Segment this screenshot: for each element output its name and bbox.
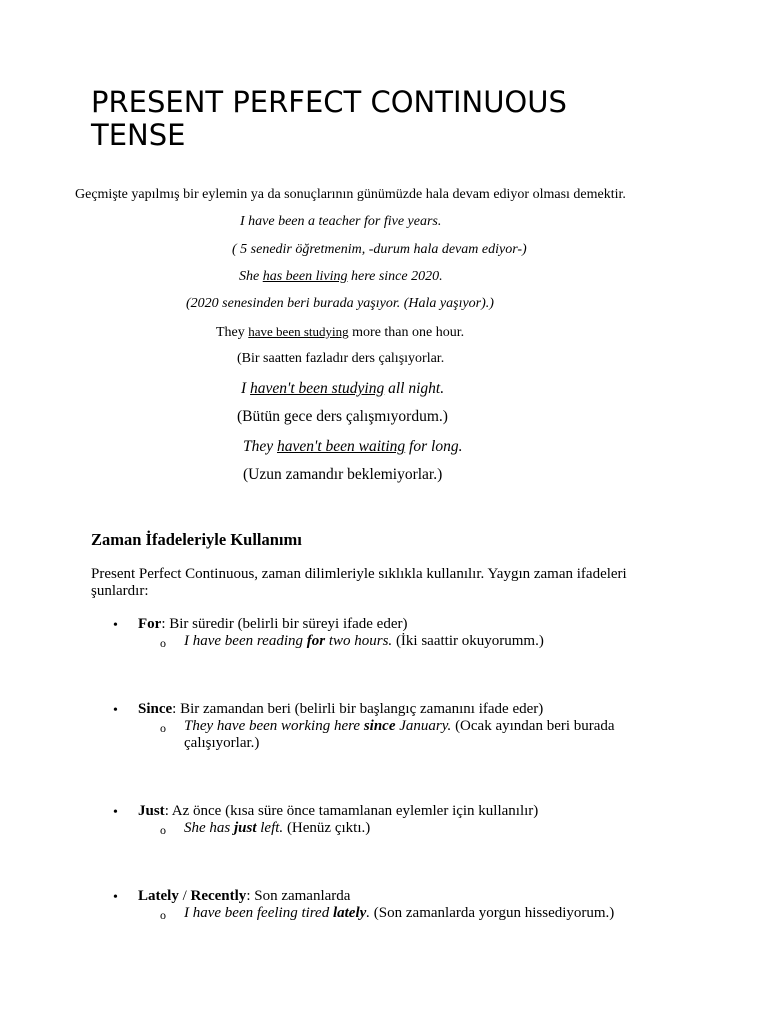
example-sentence-end: . <box>366 905 371 921</box>
example-5-verb: haven't been waiting <box>277 438 406 455</box>
bullet-for-desc: : Bir süredir (belirli bir süreyi ifade eder) <box>161 616 408 632</box>
example-sentence: She has <box>184 820 234 836</box>
bullet-lately-example <box>184 905 654 922</box>
example-sentence-end: two hours. <box>325 633 393 649</box>
example-2-rest: here since 2020. <box>347 269 443 284</box>
section-paragraph: Present Perfect Continuous, zaman dilimleriyle sıklıkla kullanılır. Yaygın zaman ifadeleri şunlardır: <box>91 566 627 599</box>
bullet-just-desc: : Az önce (kısa süre önce tamamlanan eylemler için kullanılır) <box>164 803 539 819</box>
example-2-translation: (2020 senesinden beri burada yaşıyor. (Hala yaşıyor).) <box>186 296 494 311</box>
example-keyword: just <box>234 820 257 836</box>
example-keyword: for <box>306 633 326 649</box>
example-1-translation: ( 5 senedir öğretmenim, -durum hala devam ediyor-) <box>232 242 527 257</box>
example-sentence: I have been feeling tired <box>184 905 333 921</box>
intro-text: Geçmişte yapılmış bir eylemin ya da sonuçlarının günümüzde hala devam ediyor olması demektir. <box>75 187 626 202</box>
example-2-verb: has been living <box>262 269 348 284</box>
example-keyword: since <box>363 718 396 734</box>
bullet-just-term: Just <box>138 803 165 819</box>
bullet-for-text <box>138 616 408 633</box>
bullet-just-example <box>184 820 654 837</box>
example-4-verb: haven't been studying <box>250 380 385 397</box>
bullet-for-term: For <box>138 616 162 632</box>
example-translation: (Henüz çıktı.) <box>283 820 371 836</box>
bullet-symbol: • <box>113 805 118 820</box>
example-sentence: I have been reading <box>184 633 307 649</box>
example-3-translation: (Bir saatten fazladır ders çalışıyorlar. <box>237 351 445 366</box>
example-3 <box>216 324 464 341</box>
bullet-lately-term: Lately <box>138 888 179 904</box>
example-1: I have been a teacher for five years. <box>240 214 442 229</box>
sub-bullet-symbol: o <box>160 823 166 837</box>
sub-bullet-symbol: o <box>160 636 166 650</box>
example-translation: (Son zamanlarda yorgun hissediyorum.) <box>370 905 615 921</box>
example-4-subject: I <box>241 380 251 397</box>
bullet-since-term: Since <box>138 701 173 717</box>
page-title: PRESENT PERFECT CONTINUOUS TENSE <box>91 85 567 152</box>
example-sentence: They have been working here <box>184 718 364 734</box>
section-heading: Zaman İfadeleriyle Kullanımı <box>91 530 302 549</box>
example-sentence-end: left. <box>256 820 284 836</box>
example-4-translation: (Bütün gece ders çalışmıyordum.) <box>237 408 448 425</box>
bullet-since-example <box>184 718 654 752</box>
example-3-rest: more than one hour. <box>348 325 465 340</box>
bullet-lately-separator: / <box>178 888 191 904</box>
example-5-subject: They <box>243 438 278 455</box>
example-5-rest: for long. <box>405 438 463 455</box>
example-5 <box>243 438 462 456</box>
example-2 <box>239 269 443 285</box>
example-sentence-end: January. <box>395 718 452 734</box>
sub-bullet-symbol: o <box>160 721 166 735</box>
bullet-since-text <box>138 701 543 718</box>
example-4-rest: all night. <box>384 380 445 397</box>
bullet-since-desc: : Bir zamandan beri (belirli bir başlangıç zamanını ifade eder) <box>172 701 544 717</box>
example-3-subject: They <box>216 325 249 340</box>
bullet-lately-text <box>138 888 350 905</box>
example-3-verb: have been studying <box>248 324 349 339</box>
bullet-symbol: • <box>113 618 118 633</box>
sub-bullet-symbol: o <box>160 908 166 922</box>
bullet-recently-term: Recently <box>190 888 247 904</box>
bullet-lately-desc: : Son zamanlarda <box>246 888 351 904</box>
bullet-symbol: • <box>113 890 118 905</box>
bullet-just-text <box>138 803 538 820</box>
example-translation: (İki saattir okuyorumm.) <box>392 633 544 649</box>
bullet-for-example <box>184 633 654 650</box>
example-keyword: lately <box>332 905 367 921</box>
example-5-translation: (Uzun zamandır beklemiyorlar.) <box>243 466 443 483</box>
example-2-subject: She <box>239 269 263 284</box>
example-4 <box>241 380 444 398</box>
example-translation: (Ocak ayından beri burada çalışıyorlar.) <box>184 718 615 751</box>
bullet-symbol: • <box>113 703 118 718</box>
